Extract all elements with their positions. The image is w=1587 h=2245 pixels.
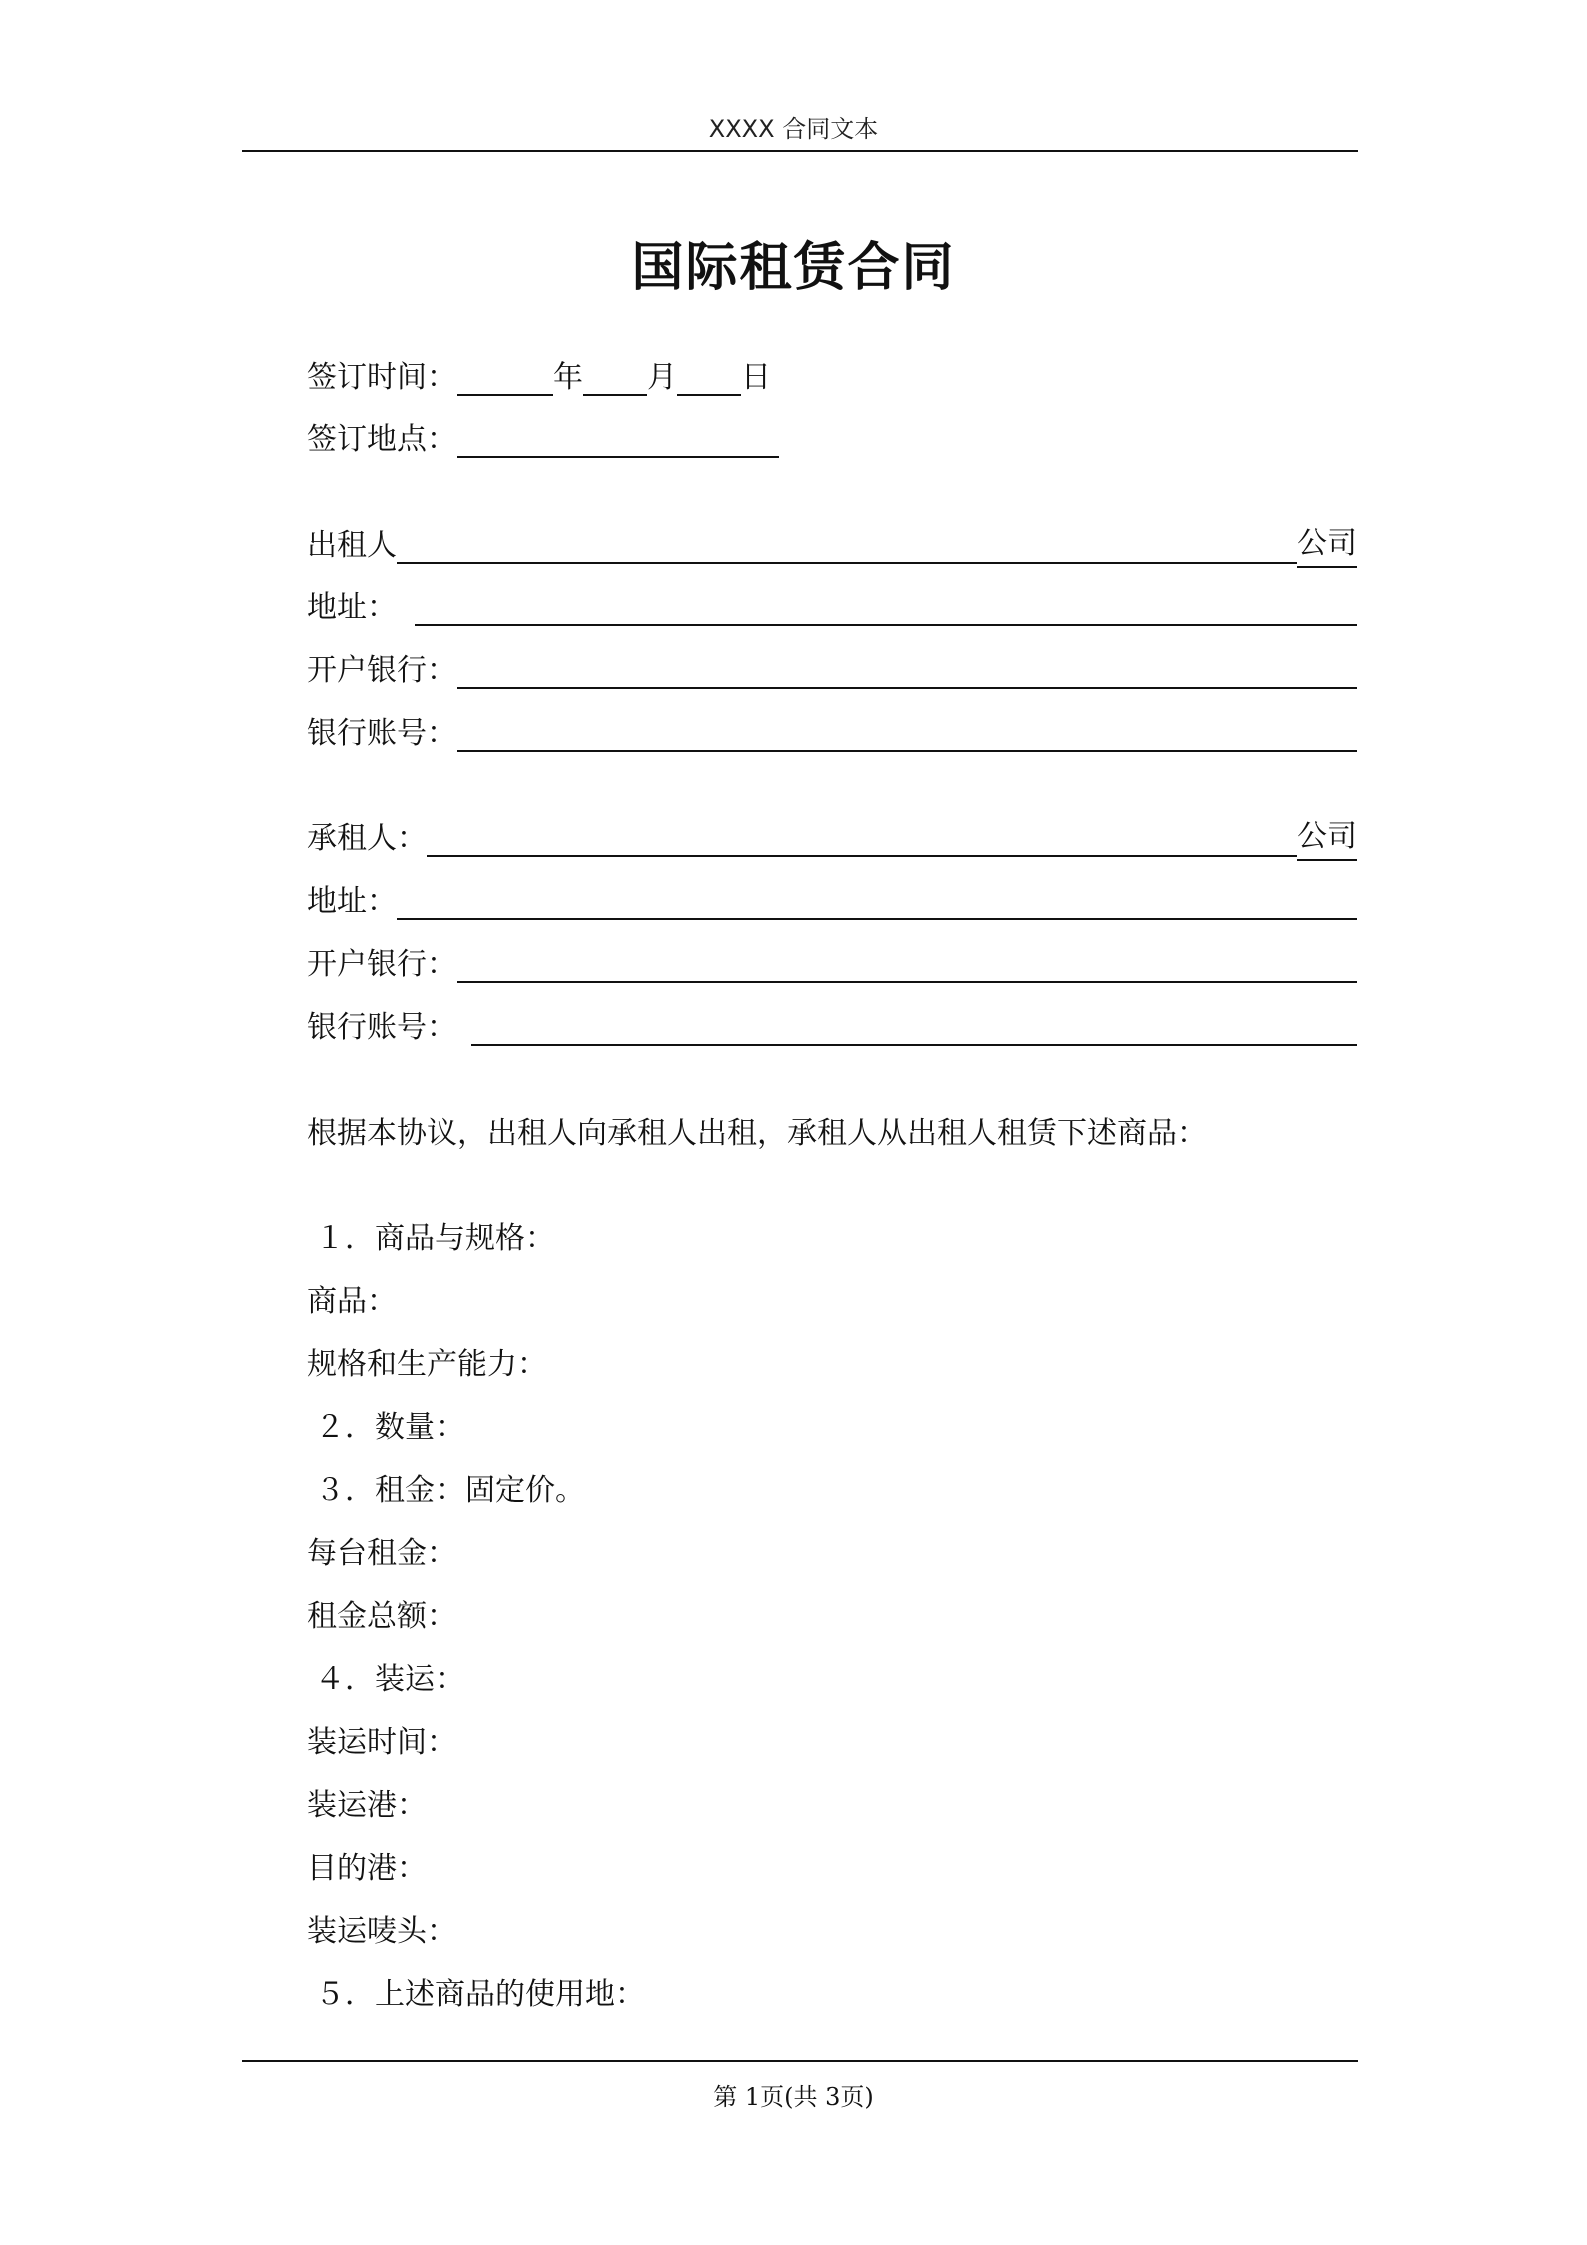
lessor-account-label: 银行账号： <box>307 716 457 751</box>
item-2-quantity: ２．数量： <box>315 1410 465 1445</box>
lessor-address-line <box>307 586 1357 630</box>
signing-place-blank[interactable] <box>457 422 779 458</box>
lessor-name-label: 出租人 <box>307 528 397 563</box>
lessor-name-blank[interactable] <box>397 528 1297 564</box>
lessee-bank-label: 开户银行： <box>307 947 457 982</box>
shipping-mark-label: 装运唛头： <box>307 1914 457 1949</box>
header-divider <box>242 150 1358 152</box>
footer-divider <box>242 2060 1358 2062</box>
lessee-company-suffix: 公司 <box>1297 815 1357 861</box>
lessor-address-blank[interactable] <box>415 590 1357 626</box>
destination-port-label: 目的港： <box>307 1851 427 1886</box>
document-title: 国际租赁合同 <box>631 238 956 298</box>
lessee-account-label: 银行账号： <box>307 1010 457 1045</box>
lessor-company-suffix: 公司 <box>1297 522 1357 568</box>
lessee-bank-blank[interactable] <box>457 947 1357 983</box>
lessee-name-label: 承租人： <box>307 821 427 856</box>
lessee-account-line <box>307 1006 1357 1050</box>
signing-place-line <box>307 418 779 462</box>
lessee-address-label: 地址： <box>307 884 397 919</box>
shipment-port-label: 装运港： <box>307 1788 427 1823</box>
lessee-address-blank[interactable] <box>397 884 1357 920</box>
day-label: 日 <box>741 360 771 395</box>
month-label: 月 <box>647 360 677 395</box>
year-label: 年 <box>553 360 583 395</box>
lessee-bank-line <box>307 943 1357 987</box>
lessee-name-blank[interactable] <box>427 821 1297 857</box>
unit-rent-label: 每台租金： <box>307 1536 457 1571</box>
total-rent-label: 租金总额： <box>307 1599 457 1634</box>
signing-time-line <box>307 356 771 400</box>
lessee-address-line <box>307 880 1357 924</box>
lessee-account-blank[interactable] <box>471 1010 1357 1046</box>
page-header: XXXX 合同文本 <box>708 115 879 143</box>
intro-paragraph: 根据本协议，出租人向承租人出租，承租人从出租人租赁下述商品： <box>307 1116 1207 1151</box>
signing-time-label: 签订时间： <box>307 360 457 395</box>
lessor-address-label: 地址： <box>307 590 397 625</box>
spec-label: 规格和生产能力： <box>307 1347 547 1382</box>
signing-month-blank[interactable] <box>583 360 647 396</box>
signing-place-label: 签订地点： <box>307 422 457 457</box>
goods-label: 商品： <box>307 1284 397 1319</box>
shipment-time-label: 装运时间： <box>307 1725 457 1760</box>
item-5-usage-location: ５．上述商品的使用地： <box>315 1977 645 2012</box>
item-4-shipment: ４．装运： <box>315 1662 465 1697</box>
lessor-bank-line <box>307 649 1357 693</box>
lessor-bank-blank[interactable] <box>457 653 1357 689</box>
lessor-bank-label: 开户银行： <box>307 653 457 688</box>
page-number: 第 1页(共 3页) <box>713 2083 874 2111</box>
item-1-goods-spec: １．商品与规格： <box>315 1221 555 1256</box>
lessee-name-line <box>307 817 1357 861</box>
lessor-name-line <box>307 524 1357 568</box>
signing-day-blank[interactable] <box>677 360 741 396</box>
item-3-rent: ３．租金：固定价。 <box>315 1473 585 1508</box>
lessor-account-blank[interactable] <box>457 716 1357 752</box>
signing-year-blank[interactable] <box>457 360 553 396</box>
lessor-account-line <box>307 712 1357 756</box>
